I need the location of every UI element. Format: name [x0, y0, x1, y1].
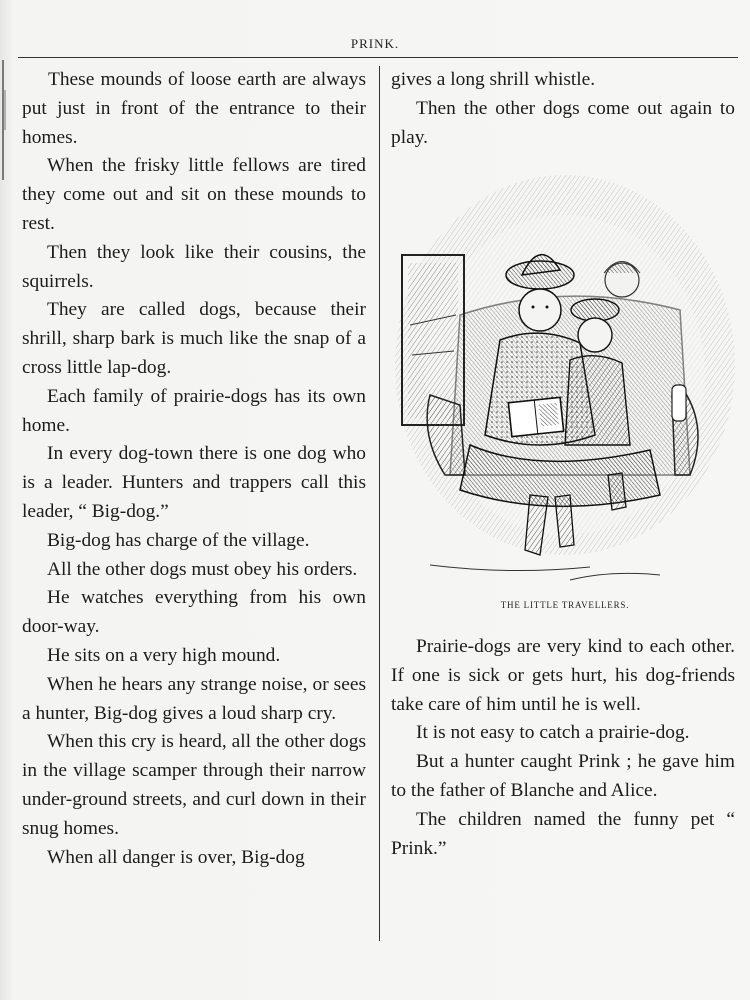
column-divider	[379, 66, 380, 941]
page-edge-shadow	[0, 0, 10, 1000]
right-column-top	[391, 66, 735, 152]
paragraph: When all danger is over, Big-dog	[47, 846, 305, 868]
running-head: PRINK.	[350, 36, 400, 51]
paragraph: When he hears any strange noise, or sees a hunter, Big-dog gives a loud sharp cry.	[22, 673, 366, 724]
paragraph: When the frisky little fellows are tired they come out and sit on these mounds to rest.	[22, 155, 366, 234]
paragraph: These mounds of loose earth are always put just in front of the entrance to their homes.	[22, 69, 366, 148]
paragraph: gives a long shrill whistle.	[391, 69, 596, 90]
paragraph: Each family of prairie-dogs has its own home.	[22, 385, 366, 436]
paragraph: Then they look like their cousins, the squirrels.	[22, 241, 366, 292]
illustration-caption: THE LITTLE TRAVELLERS.	[500, 600, 630, 610]
paragraph: Prairie-dogs are very kind to each other. If one is sick or gets hurt, his dog-friends take care of him until he is well.	[391, 636, 735, 715]
left-column	[22, 66, 366, 872]
paragraph: All the other dogs must obey his orders.	[47, 558, 358, 580]
right-column-bottom	[391, 633, 735, 863]
paragraph: But a hunter caught Prink ; he gave him to the father of Blanche and Alice.	[391, 751, 735, 801]
paragraph: In every dog-town there is one dog who is a leader. Hunters and trappers call this leader, “ Big-dog.”	[22, 443, 366, 522]
paragraph: Then the other dogs come out again to play.	[391, 97, 735, 148]
header-rule	[18, 57, 738, 58]
paragraph: It is not easy to catch a prairie-dog.	[416, 722, 690, 744]
paragraph: Big-dog has charge of the village.	[47, 529, 310, 551]
paragraph: The children named the funny pet “ Prink.”	[391, 808, 735, 859]
paragraph: He watches everything from his own door-way.	[22, 587, 366, 638]
illustration	[390, 175, 740, 615]
engraving-image	[390, 175, 740, 595]
paragraph: When this cry is heard, all the other dogs in the village scamper through their narrow under-ground streets, and curl down in their snug homes.	[22, 731, 366, 839]
paragraph: They are called dogs, because their shrill, sharp bark is much like the snap of a cross little lap-dog.	[22, 299, 366, 378]
paragraph: He sits on a very high mound.	[47, 644, 281, 666]
